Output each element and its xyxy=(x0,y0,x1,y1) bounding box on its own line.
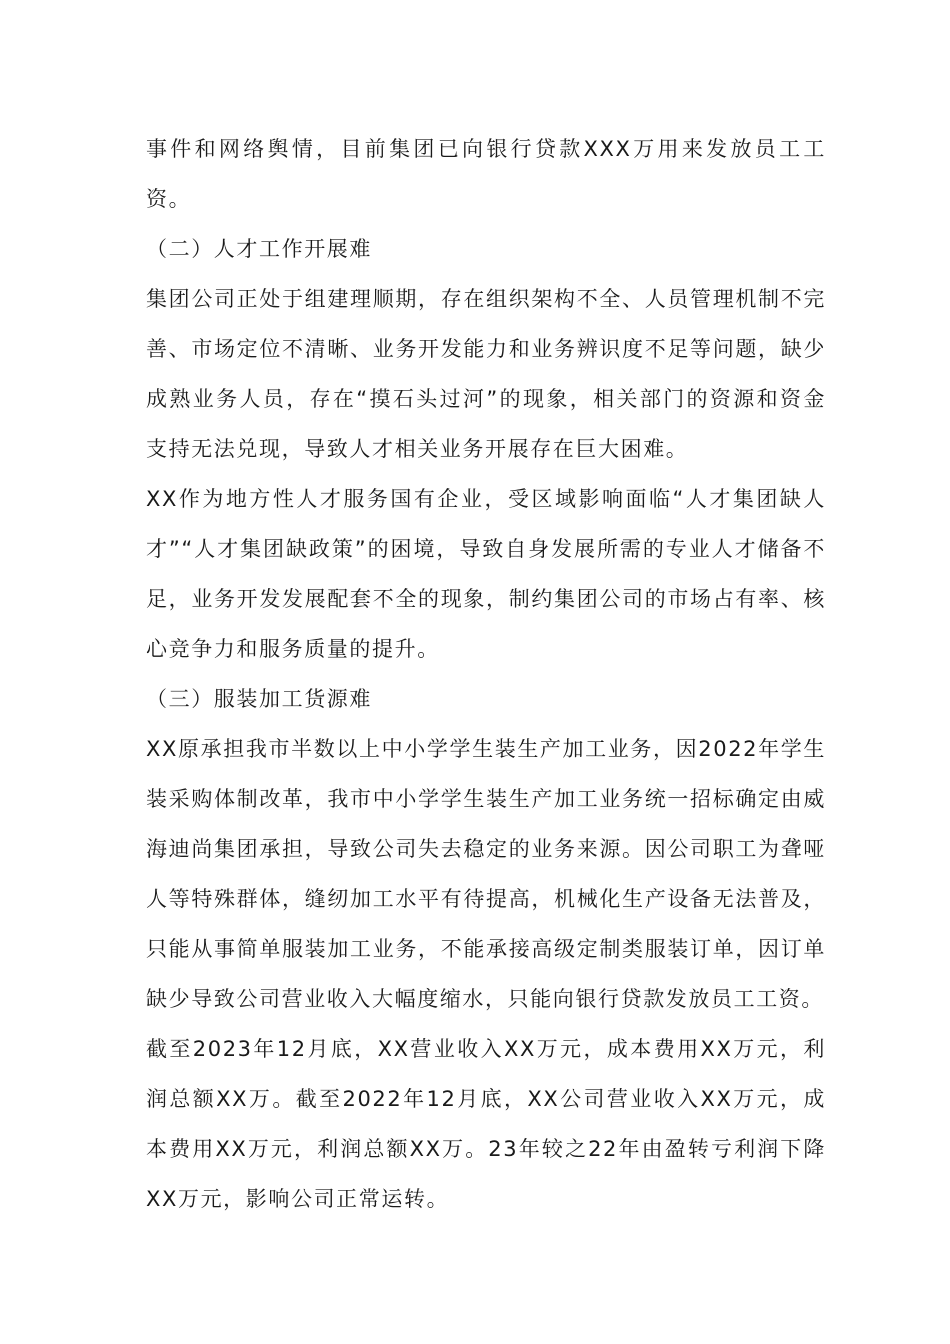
paragraph-financials: 截至2023年12月底，XX营业收入XX万元，成本费用XX万元，利润总额XX万。截至2022年12月底，XX公司营业收入XX万元，成本费用XX万元，利润总额XX万。23年较之22年由盈转亏利润下降XX万元，影响公司正常运转。 xyxy=(146,1037,826,1211)
section-heading-talent: （二）人才工作开展难 xyxy=(146,237,372,261)
section-heading-garment: （三）服装加工货源难 xyxy=(146,687,372,711)
paragraph-garment-business: XX原承担我市半数以上中小学学生装生产加工业务，因2022年学生装采购体制改革，我市中小学学生装生产加工业务统一招标确定由威海迪尚集团承担，导致公司失去稳定的业务来源。因公司职工为聋哑人等特殊群体，缝纫加工水平有待提高，机械化生产设备无法普及，只能从事简单服装加工业务，不能承接高级定制类服装订单，因订单缺少导致公司营业收入大幅度缩水，只能向银行贷款发放员工工资。 xyxy=(146,737,826,1011)
paragraph-loan-note: 事件和网络舆情，目前集团已向银行贷款XXX万用来发放员工工资。 xyxy=(146,137,826,211)
paragraph-talent-shortage: XX作为地方性人才服务国有企业，受区域影响面临“人才集团缺人才”“人才集团缺政策”的困境，导致自身发展所需的专业人才储备不足，业务开发发展配套不全的现象，制约集团公司的市场占有率、核心竞争力和服务质量的提升。 xyxy=(146,487,826,661)
document-body xyxy=(146,124,826,1224)
paragraph-talent-structure: 集团公司正处于组建理顺期，存在组织架构不全、人员管理机制不完善、市场定位不清晰、业务开发能力和业务辨识度不足等问题，缺少成熟业务人员，存在“摸石头过河”的现象，相关部门的资源和资金支持无法兑现，导致人才相关业务开展存在巨大困难。 xyxy=(146,287,826,461)
